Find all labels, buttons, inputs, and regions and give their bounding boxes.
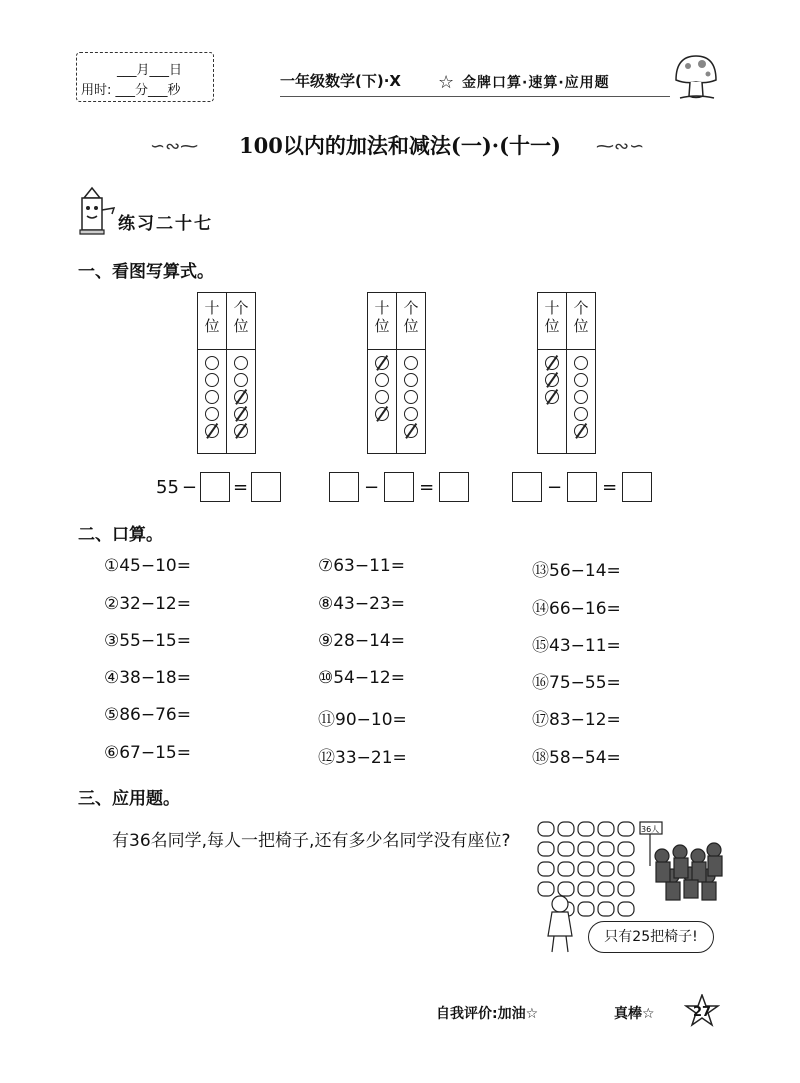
- bead: [404, 390, 418, 404]
- mental-math-problem: ⑭66−16=: [532, 599, 621, 619]
- section-2-heading: 二、口算。: [78, 525, 163, 545]
- mental-math-problem: ⑦63−11=: [318, 556, 405, 576]
- great-label: 真棒☆: [614, 1006, 655, 1022]
- mental-math-problem: ⑮43−11=: [532, 636, 621, 656]
- section-3-heading: 三、应用题。: [78, 789, 180, 809]
- answer-box[interactable]: [439, 472, 469, 502]
- answer-box[interactable]: [384, 472, 414, 502]
- bead: [205, 390, 219, 404]
- bead-crossed: [404, 424, 418, 438]
- pencil-mascot-icon: [74, 186, 118, 238]
- abacus-3: [537, 292, 596, 454]
- answer-box[interactable]: [512, 472, 542, 502]
- abacus-ones-rod: [227, 292, 256, 454]
- mental-math-problem: ⑧43−23=: [318, 594, 405, 614]
- bead-crossed: [234, 424, 248, 438]
- mental-math-problem: ⑩54−12=: [318, 668, 405, 688]
- bead: [234, 356, 248, 370]
- mental-math-problem: ⑥67−15=: [104, 743, 191, 763]
- abacus-tens-rod: [367, 292, 397, 454]
- abacus-tens-rod: [537, 292, 567, 454]
- equation-first-number: 55: [156, 476, 179, 498]
- equals-sign: =: [233, 476, 249, 498]
- equation-2: [329, 472, 469, 502]
- date-row: ___月___日: [117, 63, 183, 78]
- mental-math-problem: ⑱58−54=: [532, 748, 621, 768]
- bead-crossed: [574, 424, 588, 438]
- abacus-1: [197, 292, 256, 454]
- answer-box[interactable]: [567, 472, 597, 502]
- bead: [205, 373, 219, 387]
- bead: [234, 373, 248, 387]
- abacus-ones-rod: [397, 292, 426, 454]
- girl-figure: [548, 896, 572, 952]
- bead: [404, 356, 418, 370]
- bead-crossed: [545, 390, 559, 404]
- abacus-ones-rod: [567, 292, 596, 454]
- bead: [404, 373, 418, 387]
- page-title: 100以内的加法和减法(一)·(十一): [239, 133, 561, 158]
- bead-crossed: [375, 407, 389, 421]
- star-icon: ☆: [438, 72, 455, 93]
- mental-math-problem: ⑰83−12=: [532, 710, 621, 730]
- ornament-right-icon: ⁓∾∽: [596, 136, 645, 157]
- speech-bubble: 只有25把椅子!: [588, 921, 714, 953]
- header-rule: [280, 96, 670, 97]
- word-problem-text: 有36名同学,每人一把椅子,还有多少名同学没有座位?: [112, 831, 511, 851]
- tens-label: 十 位: [374, 299, 390, 335]
- bead-crossed: [205, 424, 219, 438]
- tens-label: 十 位: [204, 299, 220, 335]
- answer-box[interactable]: [622, 472, 652, 502]
- students-group: [655, 843, 722, 900]
- bead: [375, 390, 389, 404]
- minus-sign: −: [547, 476, 563, 498]
- mental-math-problem: ⑬56−14=: [532, 561, 621, 581]
- mental-math-problem: ②32−12=: [104, 594, 191, 614]
- tens-label: 十 位: [544, 299, 560, 335]
- bead: [574, 356, 588, 370]
- ones-label: 个 位: [573, 299, 589, 335]
- time-label: 用时:: [81, 83, 112, 98]
- bead-crossed: [234, 390, 248, 404]
- abacus-tens-rod: [197, 292, 227, 454]
- sign-text: 36人: [641, 825, 660, 834]
- equals-sign: =: [419, 476, 435, 498]
- equals-sign: =: [602, 476, 618, 498]
- answer-box[interactable]: [251, 472, 281, 502]
- bead-crossed: [375, 356, 389, 370]
- bead-crossed: [545, 356, 559, 370]
- mental-math-problem: ⑪90−10=: [318, 710, 407, 730]
- series-topics: 金牌口算·速算·应用题: [462, 75, 610, 91]
- ones-label: 个 位: [403, 299, 419, 335]
- mushroom-icon: [672, 52, 720, 102]
- bead: [404, 407, 418, 421]
- abacus-2: [367, 292, 426, 454]
- practice-label: 练习二十七: [118, 214, 213, 234]
- minus-sign: −: [364, 476, 380, 498]
- answer-box[interactable]: [200, 472, 230, 502]
- section-1-heading: 一、看图写算式。: [78, 262, 214, 282]
- answer-box[interactable]: [329, 472, 359, 502]
- mental-math-problem: ⑤86−76=: [104, 705, 191, 725]
- mental-math-problem: ④38−18=: [104, 668, 191, 688]
- time-row: ___分___秒: [115, 83, 181, 98]
- mental-math-problem: ①45−10=: [104, 556, 191, 576]
- mental-math-problem: ⑯75−55=: [532, 673, 621, 693]
- mental-math-problem: ⑫33−21=: [318, 748, 407, 768]
- bead-crossed: [545, 373, 559, 387]
- bead-crossed: [234, 407, 248, 421]
- bead: [205, 407, 219, 421]
- bead: [205, 356, 219, 370]
- equation-1: [156, 472, 281, 502]
- mental-math-problem: ⑨28−14=: [318, 631, 405, 651]
- self-evaluation-label: 自我评价:加油☆: [436, 1006, 539, 1022]
- bead: [574, 373, 588, 387]
- ornament-left-icon: ∽∾⁓: [150, 136, 199, 157]
- bead: [574, 390, 588, 404]
- equation-3: [512, 472, 652, 502]
- ones-label: 个 位: [233, 299, 249, 335]
- mental-math-problem: ③55−15=: [104, 631, 191, 651]
- page-number: 27: [693, 1005, 712, 1020]
- minus-sign: −: [181, 476, 197, 498]
- date-time-box: [76, 52, 214, 102]
- bead: [574, 407, 588, 421]
- grade-label: 一年级数学(下)·X: [280, 72, 401, 90]
- bead: [375, 373, 389, 387]
